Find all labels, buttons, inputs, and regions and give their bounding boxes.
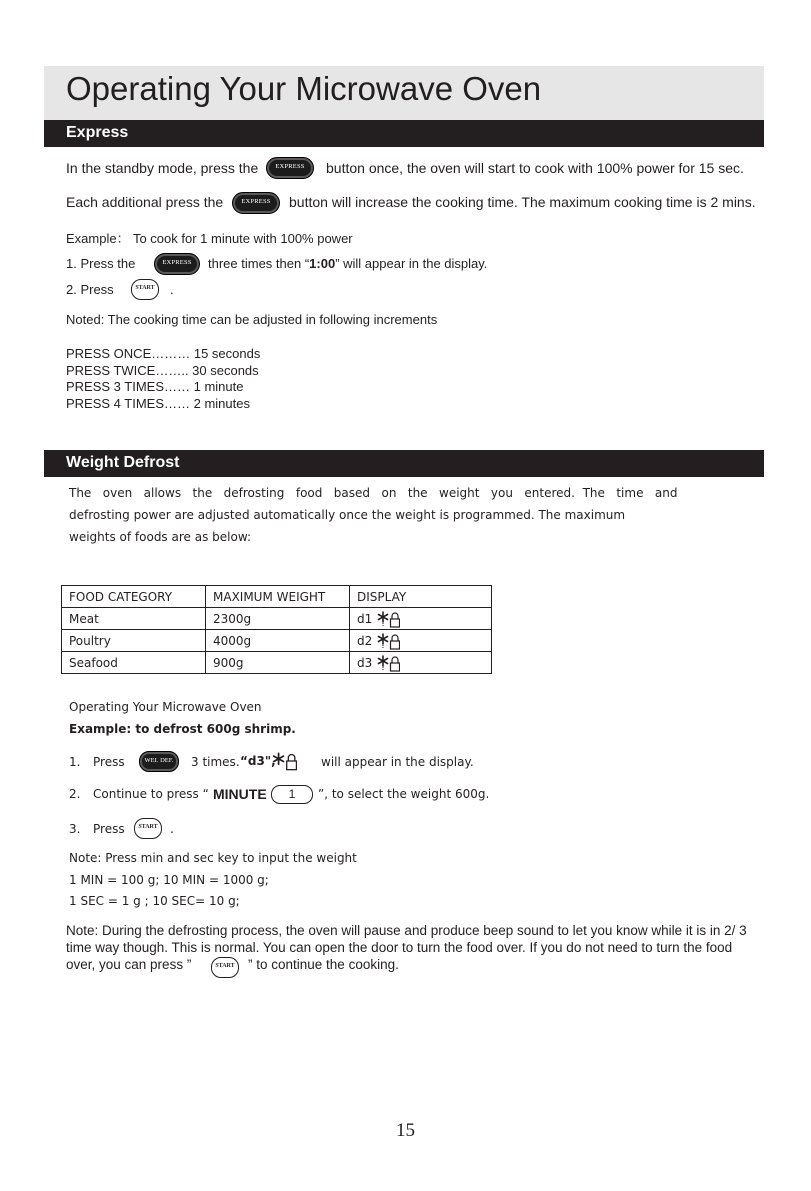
express-step1-time: 1:00 xyxy=(309,256,336,271)
minute-key-label: MINUTE xyxy=(213,786,267,802)
step3-post: . xyxy=(170,822,174,836)
increment-line: PRESS 4 TIMES…… 2 minutes xyxy=(66,396,250,411)
table-cell: 4000g xyxy=(206,630,350,652)
table-header-row xyxy=(62,586,492,608)
express-line1-post: button once, the oven will start to cook with 100% power for 15 sec. xyxy=(326,160,744,176)
table-cell: 2300g xyxy=(206,608,350,630)
title-band xyxy=(44,66,764,120)
defrost-note: 1 MIN = 100 g; 10 MIN = 1000 g; xyxy=(69,873,269,887)
step2-post: ”, to select the weight 600g. xyxy=(318,787,490,801)
express-button-icon xyxy=(154,253,200,275)
final-note-line: Note: During the defrosting process, the oven will pause and produce beep sound to let you know while it is in 2/ 3 xyxy=(66,923,747,938)
display-code: d1 xyxy=(357,611,373,626)
defrost-heading: Weight Defrost xyxy=(66,454,180,471)
express-step2-pre: 2. Press xyxy=(66,282,114,297)
page-title: Operating Your Microwave Oven xyxy=(66,70,542,107)
table-header-cell: MAXIMUM WEIGHT xyxy=(206,586,350,608)
defrost-snowflake-lock-icon xyxy=(271,751,297,771)
table-cell: Seafood xyxy=(62,652,206,674)
start-button-label: START xyxy=(135,285,155,291)
start-button-label: START xyxy=(215,963,235,969)
final-note-post: ” to continue the cooking. xyxy=(248,957,399,972)
step1-pre: Press xyxy=(93,755,125,769)
increment-line: PRESS TWICE…….. 30 seconds xyxy=(66,363,259,378)
defrost-snowflake-lock-icon xyxy=(376,654,400,672)
final-note-line: time way though. This is normal. You can open the door to turn the food over. If you do not need to turn the food xyxy=(66,940,733,955)
step-number: 2. xyxy=(69,787,81,801)
final-note-pre: over, you can press ” xyxy=(66,957,192,972)
table-cell: 900g xyxy=(206,652,350,674)
defrost-intro-line: The oven allows the defrosting food based on the weight you entered. The time and xyxy=(69,486,678,500)
express-step1-post: ” will appear in the display. xyxy=(335,256,488,271)
one-button-label: 1 xyxy=(288,787,296,801)
page-number: 15 xyxy=(396,1120,415,1141)
express-button-label: EXPRESS xyxy=(275,163,305,170)
step1-mid: 3 times. xyxy=(191,755,240,769)
table-header-cell: DISPLAY xyxy=(350,586,492,608)
express-line1-pre: In the standby mode, press the xyxy=(66,160,259,176)
defrost-note: 1 SEC = 1 g ; 10 SEC= 10 g; xyxy=(69,894,240,908)
express-line2-post: button will increase the cooking time. The maximum cooking time is 2 mins. xyxy=(289,194,756,210)
step1-post: will appear in the display. xyxy=(321,755,474,769)
table-row xyxy=(62,652,492,674)
increment-line: PRESS 3 TIMES…… 1 minute xyxy=(66,379,244,394)
start-button-icon xyxy=(211,957,239,978)
weight-defrost-button-icon xyxy=(139,751,179,772)
step2-pre: Continue to press “ xyxy=(93,787,209,801)
minute-one-button-icon xyxy=(271,785,313,804)
express-noted: Noted: The cooking time can be adjusted in following increments xyxy=(66,312,438,327)
defrost-snowflake-lock-icon xyxy=(376,632,400,650)
start-button-icon xyxy=(131,279,159,300)
defrost-button-label: WEI. DEF. xyxy=(144,757,174,764)
start-button-label: START xyxy=(138,824,158,830)
display-code: d3 xyxy=(357,655,373,670)
defrost-note: Note: Press min and sec key to input the weight xyxy=(69,851,357,865)
express-line2-pre: Each additional press the xyxy=(66,194,224,210)
defrost-snowflake-lock-icon xyxy=(376,610,400,628)
food-category-table xyxy=(61,585,492,674)
express-step1-mid: three times then “ xyxy=(208,256,310,271)
express-section-header xyxy=(44,120,764,147)
start-button-icon xyxy=(134,818,162,839)
display-code: d2 xyxy=(357,633,373,648)
express-button-label: EXPRESS xyxy=(162,259,192,266)
express-example: Example： To cook for 1 minute with 100% power xyxy=(66,231,353,246)
express-button-label: EXPRESS xyxy=(241,198,271,205)
table-cell: Meat xyxy=(62,608,206,630)
table-row xyxy=(62,630,492,652)
step-number: 1. xyxy=(69,755,81,769)
express-button-icon xyxy=(266,157,314,179)
defrost-intro-line: weights of foods are as below: xyxy=(69,530,252,544)
defrost-example-title: Example: to defrost 600g shrimp. xyxy=(69,722,296,736)
table-cell-display xyxy=(350,630,492,652)
step3-pre: Press xyxy=(93,822,125,836)
express-step2-post: . xyxy=(170,282,174,297)
express-heading: Express xyxy=(66,124,129,141)
express-step1-pre: 1. Press the xyxy=(66,256,136,271)
express-button-icon xyxy=(232,192,280,214)
table-cell: Poultry xyxy=(62,630,206,652)
step-number: 3. xyxy=(69,822,81,836)
table-row xyxy=(62,608,492,630)
step1-display-code: “d3", xyxy=(240,754,276,768)
defrost-subtitle: Operating Your Microwave Oven xyxy=(69,700,262,714)
table-cell-display xyxy=(350,608,492,630)
defrost-section-header xyxy=(44,450,764,477)
table-cell-display xyxy=(350,652,492,674)
table-header-cell: FOOD CATEGORY xyxy=(62,586,206,608)
defrost-intro-line: defrosting power are adjusted automatically once the weight is programmed. The maximum xyxy=(69,508,626,522)
increment-line: PRESS ONCE……… 15 seconds xyxy=(66,346,261,361)
